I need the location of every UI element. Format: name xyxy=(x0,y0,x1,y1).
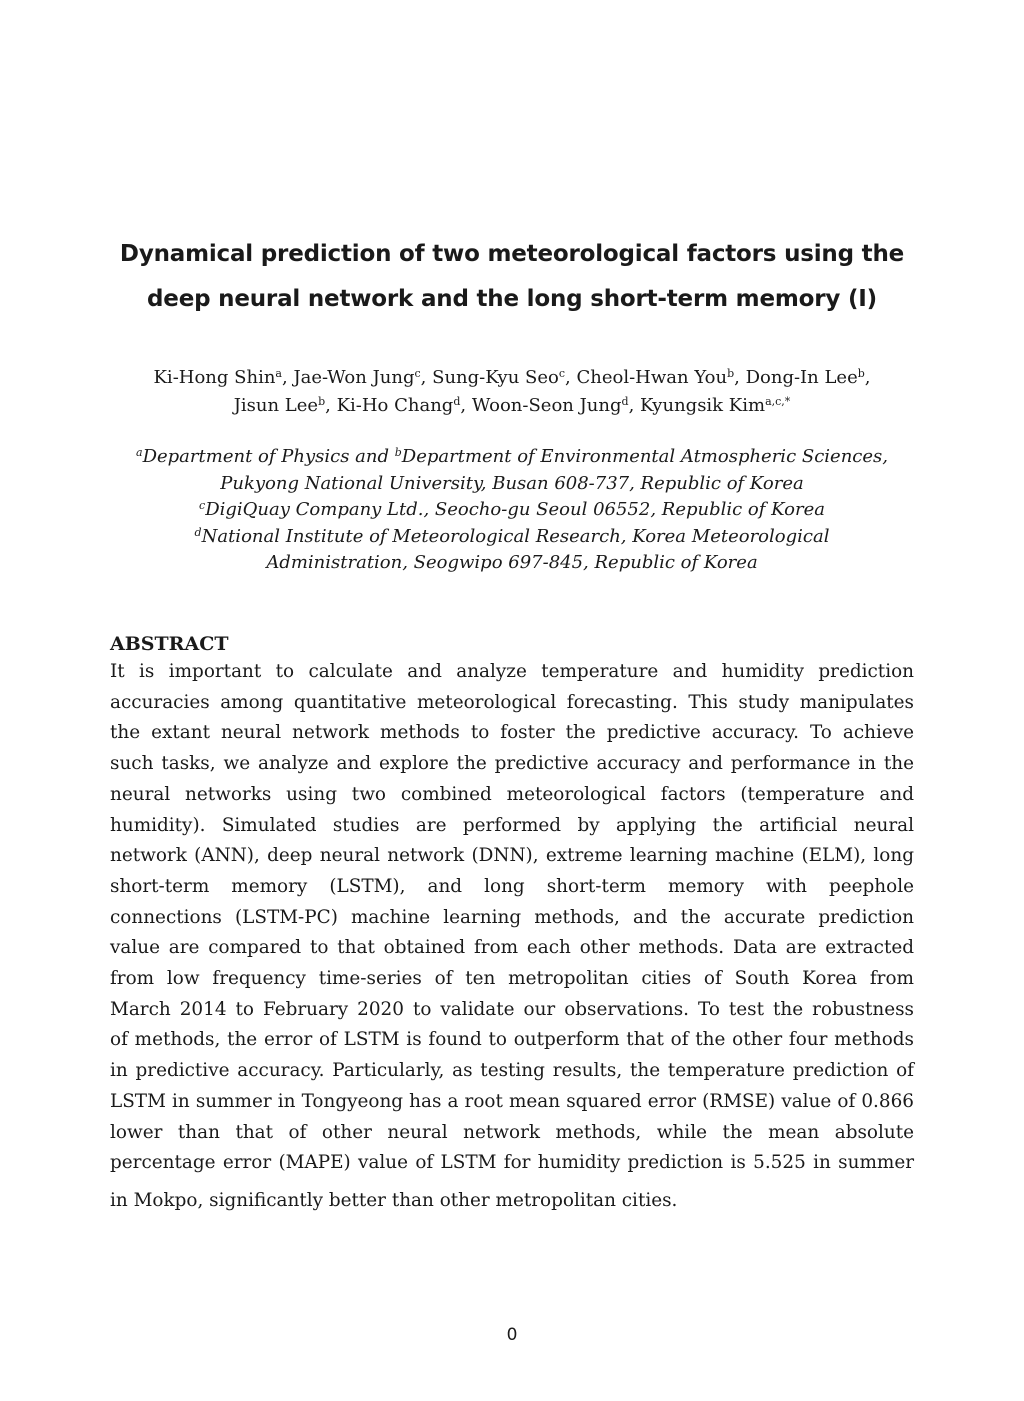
affiliation-ab-line-1 xyxy=(100,444,924,471)
affiliation-list xyxy=(100,444,924,577)
author-separator: , xyxy=(565,367,577,388)
author-separator: , xyxy=(628,395,641,416)
affiliation-d-text: National Institute of Meteorological Research, Korea Meteorological xyxy=(201,525,830,547)
affiliation-c-line xyxy=(100,497,924,524)
author-affiliation-mark: c xyxy=(558,367,566,380)
author-affiliation-mark: b xyxy=(318,395,326,408)
author-affiliation-mark: d xyxy=(621,395,629,408)
affiliation-a-text: Department of Physics and xyxy=(142,446,395,467)
author-name: Woon-Seon Jung xyxy=(471,395,622,416)
author-name: Ki-Hong Shin xyxy=(153,367,276,388)
affiliation-ab-line-2: Pukyong National University, Busan 608-737, Republic of Korea xyxy=(220,472,804,494)
affiliation-mark-b: b xyxy=(394,446,402,459)
abstract-line: the extant neural network methods to foster the predictive accuracy. To achieve xyxy=(110,722,914,744)
author-name: Jae-Won Jung xyxy=(293,367,415,388)
title-line-1: Dynamical prediction of two meteorological factors using the xyxy=(119,241,905,267)
abstract-line: accuracies among quantitative meteorological forecasting. This study manipulates xyxy=(110,691,914,713)
author-affiliation-mark: b xyxy=(857,367,865,380)
author-separator: , xyxy=(281,367,294,388)
author-separator: , xyxy=(734,367,746,388)
affiliation-d-line-1 xyxy=(100,524,924,551)
abstract-line: connections (LSTM-PC) machine learning methods, and the accurate prediction xyxy=(110,906,914,928)
author-separator: , xyxy=(864,367,871,388)
abstract-line: neural networks using two combined meteorological factors (temperature and xyxy=(110,783,914,805)
abstract-line: network (ANN), deep neural network (DNN), extreme learning machine (ELM), long xyxy=(110,845,914,867)
author-separator: , xyxy=(460,395,472,416)
abstract-line: humidity). Simulated studies are performed by applying the artificial neural xyxy=(110,814,914,836)
page-number: 0 xyxy=(506,1325,518,1345)
abstract-line: It is important to calculate and analyze temperature and humidity prediction xyxy=(110,661,914,682)
title-line-2: deep neural network and the long short-term memory (Ⅰ) xyxy=(147,286,877,312)
author-name: Sung-Kyu Seo xyxy=(432,367,559,388)
author-list xyxy=(100,364,924,420)
affiliation-b-text: Department of Environmental Atmospheric Sciences, xyxy=(401,446,888,467)
author-affiliation-mark: a,c,* xyxy=(765,395,791,408)
author-name: Cheol-Hwan You xyxy=(576,367,728,388)
abstract-line: from low frequency time-series of ten metropolitan cities of South Korea from xyxy=(110,968,914,990)
author-name: Dong-In Lee xyxy=(745,367,858,388)
affiliation-mark-c: c xyxy=(199,499,206,512)
abstract-line: of methods, the error of LSTM is found to outperform that of the other four methods xyxy=(110,1029,914,1051)
abstract-line: percentage error (MAPE) value of LSTM for humidity prediction is 5.525 in summer xyxy=(110,1152,914,1174)
affiliation-mark-a: a xyxy=(136,446,143,459)
author-separator: , xyxy=(325,395,337,416)
author-affiliation-mark: b xyxy=(727,367,735,380)
author-line-1 xyxy=(100,364,924,392)
author-affiliation-mark: a xyxy=(275,367,282,380)
abstract-line: such tasks, we analyze and explore the predictive accuracy and performance in the xyxy=(110,753,914,775)
abstract-line: in predictive accuracy. Particularly, as testing results, the temperature prediction of xyxy=(110,1060,914,1082)
author-name: Jisun Lee xyxy=(233,395,319,416)
author-name: Ki-Ho Chang xyxy=(336,395,454,416)
paper-title xyxy=(100,232,924,322)
author-name: Kyungsik Kim xyxy=(640,395,766,416)
abstract-line: LSTM in summer in Tongyeong has a root mean squared error (RMSE) value of 0.866 xyxy=(110,1090,914,1112)
abstract-body xyxy=(110,657,914,1217)
author-affiliation-mark: d xyxy=(453,395,461,408)
affiliation-c-text: DigiQuay Company Ltd., Seocho-gu Seoul 06552, Republic of Korea xyxy=(205,499,825,520)
affiliation-d-line-2: Administration, Seogwipo 697-845, Republic of Korea xyxy=(266,552,758,573)
author-separator: , xyxy=(420,367,433,388)
author-line-2 xyxy=(100,392,924,420)
abstract-heading: ABSTRACT xyxy=(110,633,229,655)
author-affiliation-mark: c xyxy=(414,367,421,380)
abstract-line: in Mokpo, significantly better than other metropolitan cities. xyxy=(110,1189,678,1211)
abstract-line: March 2014 to February 2020 to validate our observations. To test the robustness xyxy=(110,998,914,1020)
abstract-line: lower than that of other neural network methods, while the mean absolute xyxy=(110,1121,914,1143)
affiliation-mark-d: d xyxy=(194,525,202,539)
abstract-line: value are compared to that obtained from each other methods. Data are extracted xyxy=(110,937,914,959)
abstract-line: short-term memory (LSTM), and long short-term memory with peephole xyxy=(110,875,914,897)
